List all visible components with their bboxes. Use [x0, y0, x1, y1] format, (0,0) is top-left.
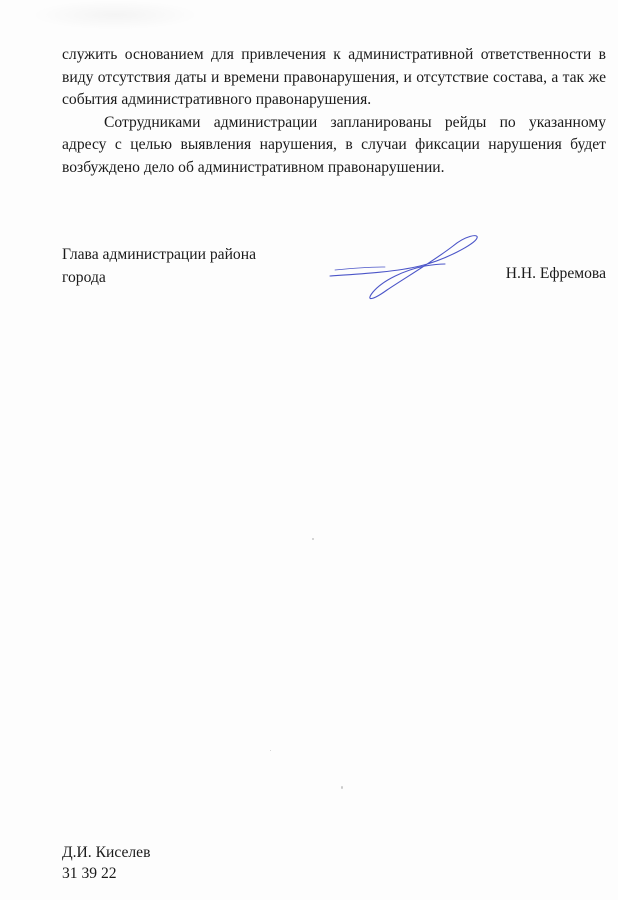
- paragraph-continuation: служить основанием для привлечения к административной ответственности в виду отсутствия даты и времени правонарушения, и отсутствие состава, а так же события административного правонарушения.: [62, 46, 606, 108]
- scan-speck: [341, 786, 343, 789]
- executor-block: [62, 842, 150, 884]
- signatory-name: Н.Н. Ефремова: [505, 265, 606, 282]
- signatory-position: [62, 244, 256, 289]
- scan-smudge: [30, 0, 200, 30]
- executor-phone: 31 39 22: [62, 865, 117, 882]
- paragraph-raids: Сотрудниками администрации запланированы рейды по указанному адресу с целью выявления нарушения, в случаи фиксации нарушения будет возбуждено дело об административном правонарушении.: [62, 113, 606, 176]
- signatory-position-line2: города: [62, 268, 106, 286]
- signatory-position-line1: Глава администрации района: [62, 246, 256, 263]
- scan-speck: [312, 538, 314, 540]
- scan-speck: [270, 750, 271, 751]
- executor-name: Д.И. Киселев: [62, 844, 151, 861]
- letter-body: [62, 44, 606, 179]
- handwritten-signature: [325, 230, 485, 310]
